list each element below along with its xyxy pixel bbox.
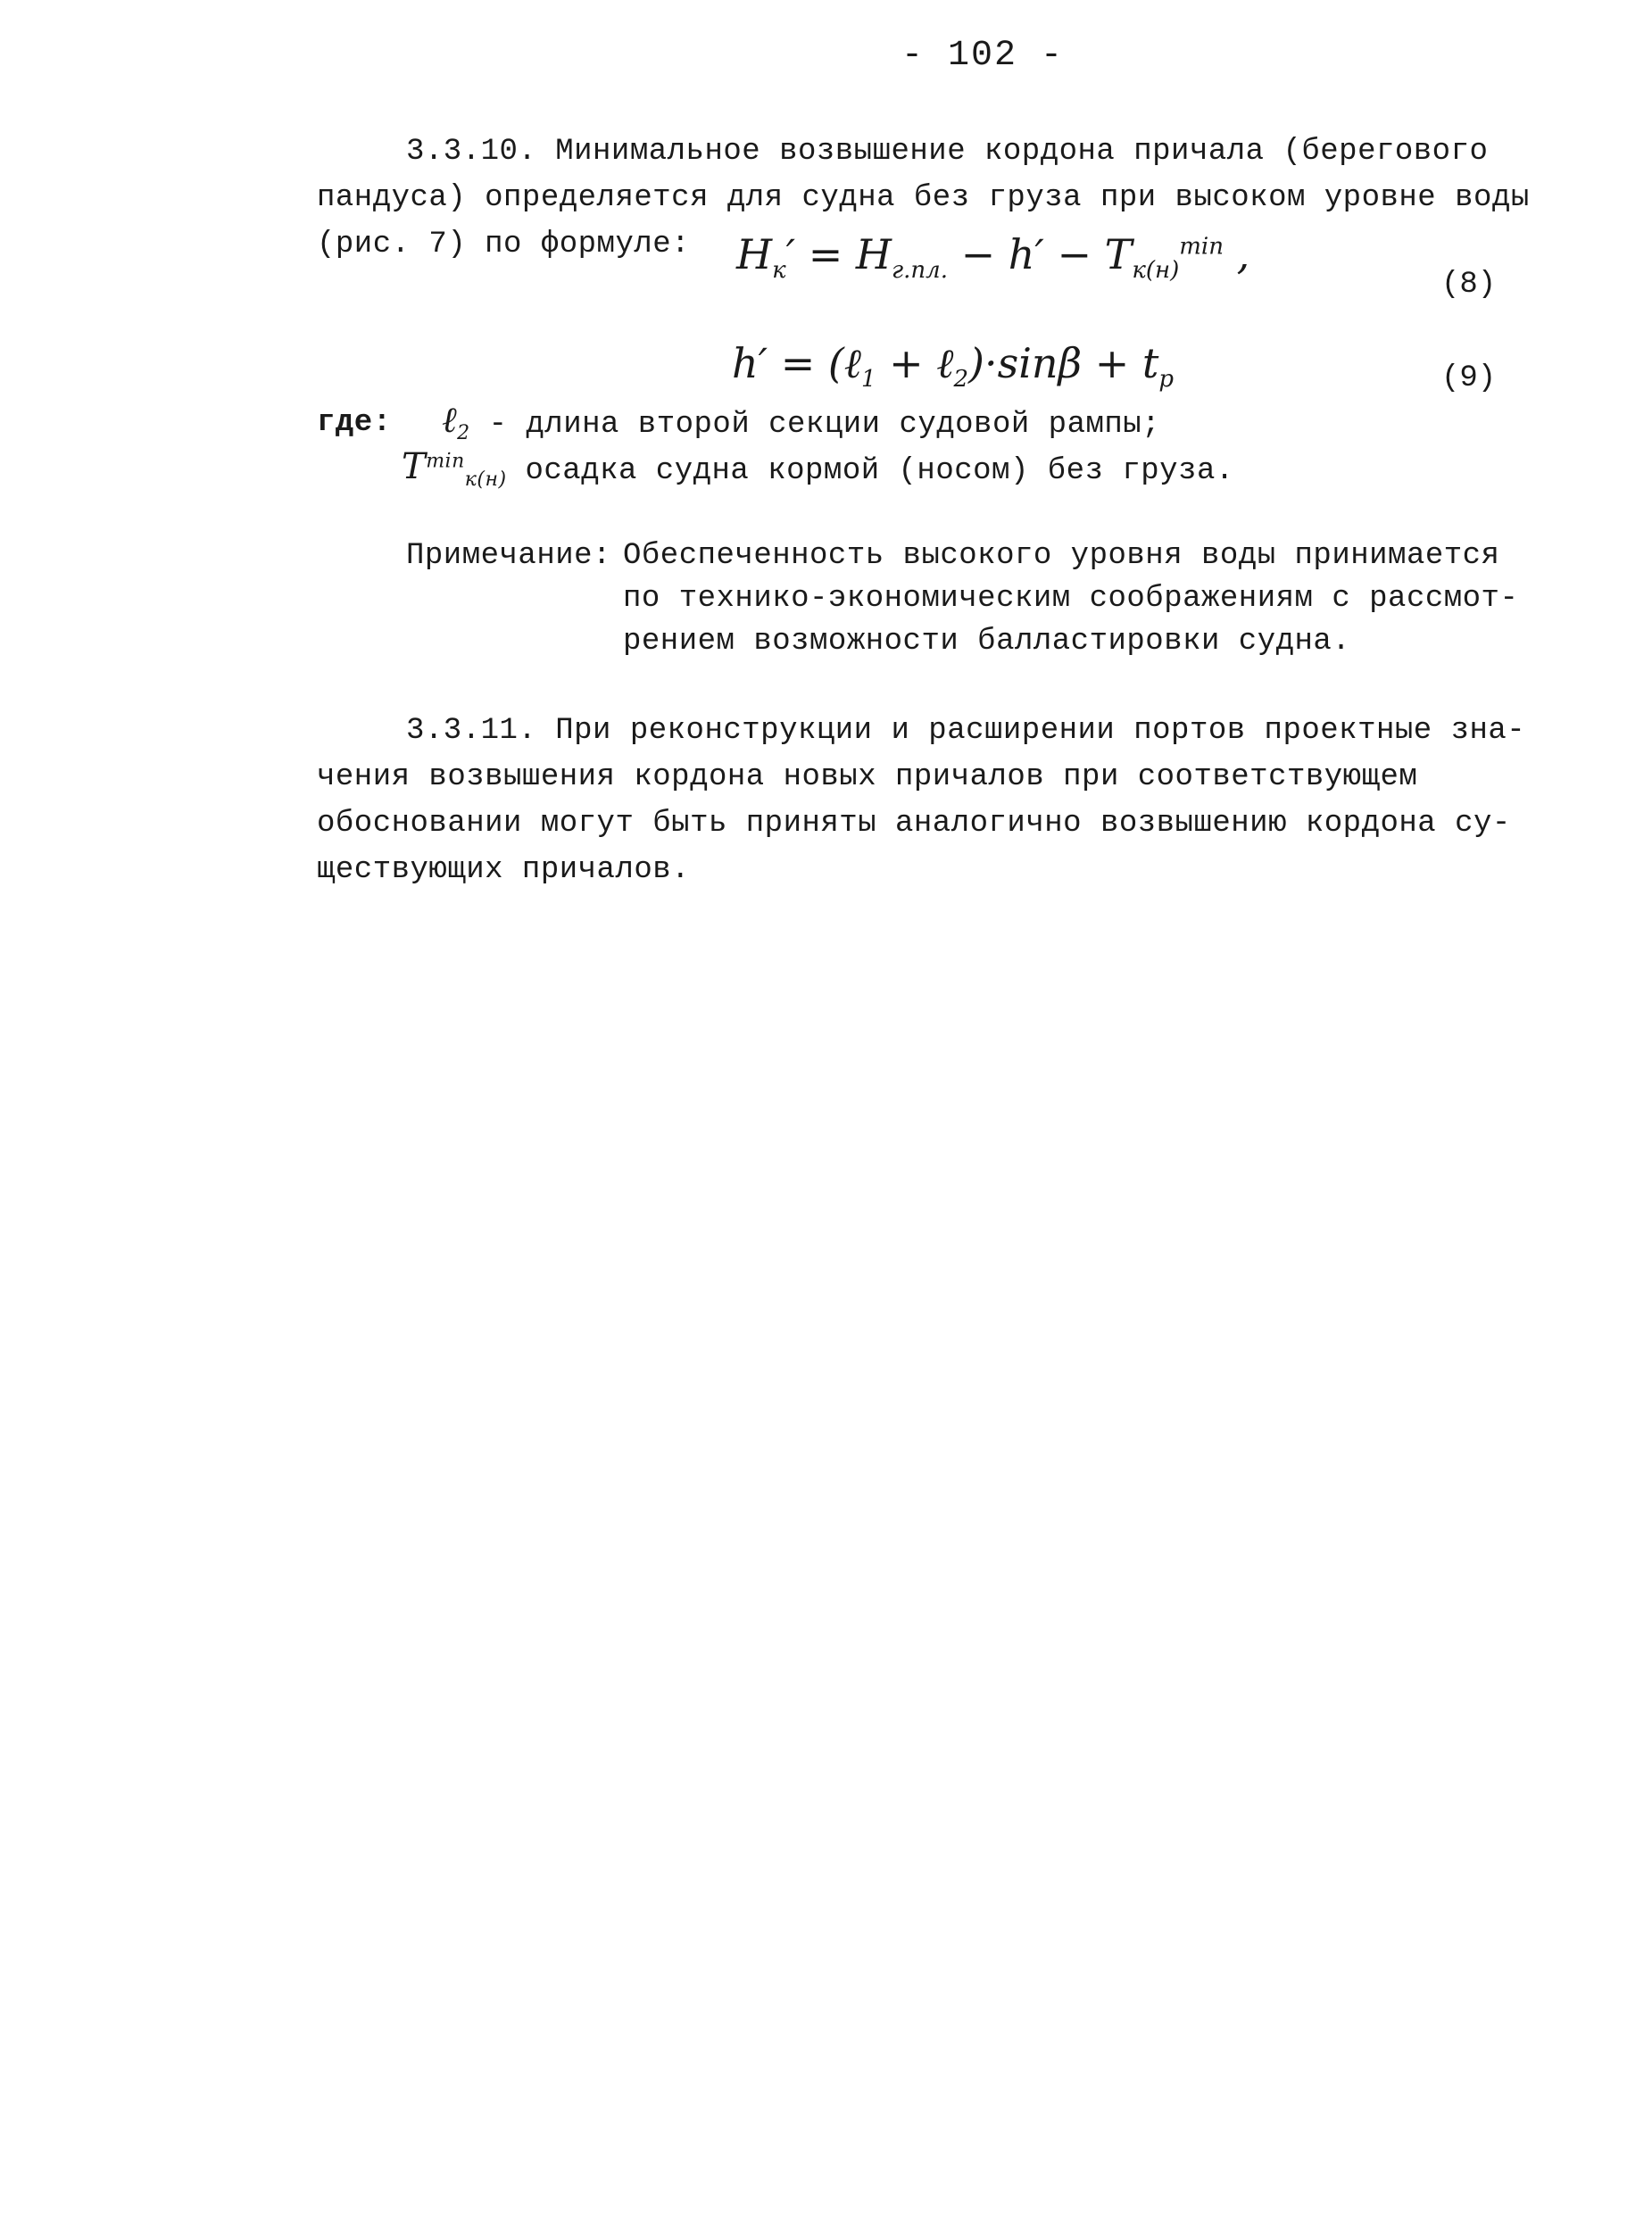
note-line1: Обеспеченность высокого уровня воды принимается <box>623 539 1500 573</box>
section-3-3-10-line3: (рис. 7) по формуле: <box>317 228 691 261</box>
page-number: - 102 - <box>901 36 1065 76</box>
text-fragment: пандуса) определяется для судна без груза при высоком уровне воды <box>317 181 1530 215</box>
formula-8-t-sub: к(н) <box>1132 257 1180 285</box>
formula-8-eq: = H <box>795 230 892 278</box>
section-3-3-10-line2 <box>317 177 1530 220</box>
formula-9-body: h′ = (ℓ <box>732 339 861 387</box>
formula-9-rest: )·sinβ + t <box>968 339 1159 387</box>
equation-number-9: (9) <box>1441 361 1497 395</box>
where-item-t-text: осадка судна кормой (носом) без груза. <box>506 454 1234 488</box>
symbol-l: ℓ <box>442 400 458 441</box>
symbol-t-sup: min <box>426 450 465 473</box>
where-item-l2-text: - длина второй секции судовой рампы; <box>469 408 1161 442</box>
formula-9-plus: + ℓ <box>876 339 954 387</box>
section-3-3-11-line3: обосновании могут быть приняты аналогично возвышению кордона су- <box>317 807 1511 841</box>
where-item-t <box>402 446 1234 491</box>
note-label: Примечание: <box>406 539 611 573</box>
formula-8-mid: − h′ − T <box>947 230 1133 278</box>
formula-8 <box>736 230 1249 284</box>
formula-9-sub3: p <box>1158 366 1175 394</box>
section-3-3-11-line1: 3.3.11. При реконструкции и расширении портов проектные зна- <box>406 714 1526 748</box>
formula-8-lhs: H <box>736 230 773 278</box>
formula-8-h-sub: г.пл. <box>892 257 948 285</box>
formula-8-lhs-sub: к <box>772 257 786 285</box>
where-label: где: <box>317 406 392 440</box>
formula-9 <box>732 339 1174 393</box>
formula-9-sub1: 1 <box>860 366 876 394</box>
where-item-l2 <box>442 399 1160 444</box>
section-3-3-10-line1 <box>406 130 1508 173</box>
note-line3: рением возможности балластировки судна. <box>623 625 1351 659</box>
symbol-t-sub: к(н) <box>464 468 507 491</box>
formula-8-t-sup: min <box>1179 233 1224 261</box>
equation-number-8: (8) <box>1441 268 1497 302</box>
section-3-3-11-line4: ществующих причалов. <box>317 853 691 887</box>
symbol-l-sub: 2 <box>457 421 470 444</box>
symbol-t: T <box>402 446 427 487</box>
formula-8-lhs-prime: ′ <box>785 230 796 278</box>
formula-8-end: , <box>1223 230 1250 278</box>
section-3-3-11-line2: чения возвышения кордона новых причалов при соответствующем <box>317 760 1418 794</box>
formula-9-sub2: 2 <box>953 366 969 394</box>
text-fragment: 3.3.10. Минимальное возвышение кордона причала (берегового <box>406 135 1489 169</box>
note-line2: по технико-экономическим соображениям с рассмот- <box>623 582 1519 616</box>
